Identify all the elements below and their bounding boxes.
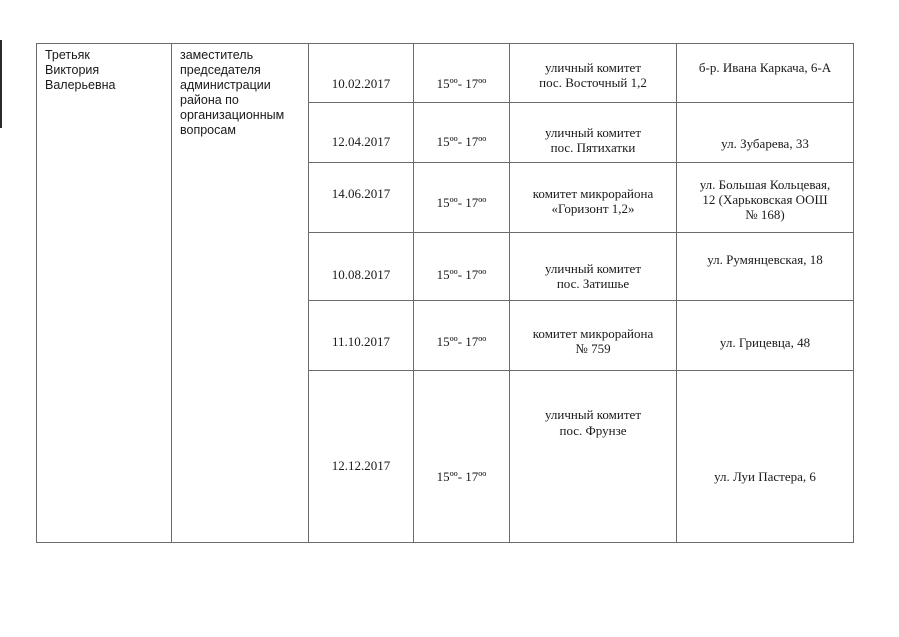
meeting-date: 14.06.2017 [331, 186, 391, 201]
committee-line: пос. Пятихатки [550, 140, 636, 155]
address-line: ул. Грицевца, 48 [719, 335, 811, 350]
meeting-time: 15ºº- 17ºº [436, 469, 487, 484]
address-line: ул. Луи Пастера, 6 [714, 469, 816, 484]
official-name-line: Валерьевна [45, 78, 116, 92]
position-line: председателя [180, 63, 261, 77]
time-cell [414, 44, 510, 103]
committee-cell [510, 163, 677, 233]
date-cell [309, 301, 414, 371]
address-line: 12 (Харьковская ООШ [702, 192, 828, 207]
committee-line: пос. Восточный 1,2 [539, 75, 647, 90]
committee-line: уличный комитет [544, 125, 642, 140]
table-row [37, 44, 854, 103]
meeting-date: 10.08.2017 [331, 267, 391, 282]
meeting-time: 15ºº- 17ºº [436, 334, 487, 349]
meeting-date: 11.10.2017 [331, 334, 391, 349]
committee-cell [510, 371, 677, 543]
time-cell [414, 233, 510, 301]
date-cell [309, 163, 414, 233]
committee-line: пос. Фрунзе [559, 423, 627, 438]
official-position-cell [172, 44, 309, 543]
time-cell [414, 103, 510, 163]
address-cell [677, 103, 854, 163]
scan-edge-mark [0, 40, 2, 128]
date-cell [309, 103, 414, 163]
committee-cell [510, 44, 677, 103]
time-cell [414, 301, 510, 371]
schedule-table [36, 43, 854, 543]
date-cell [309, 371, 414, 543]
date-cell [309, 233, 414, 301]
position-line: района по [180, 93, 239, 107]
committee-line: комитет микрорайона [532, 186, 654, 201]
committee-line: комитет микрорайона [532, 326, 654, 341]
official-name-cell [37, 44, 172, 543]
committee-cell [510, 233, 677, 301]
address-line: б-р. Ивана Каркача, 6-А [698, 60, 832, 75]
position-line: организационным [180, 108, 285, 122]
meeting-date: 10.02.2017 [331, 76, 391, 91]
time-cell [414, 163, 510, 233]
committee-cell [510, 301, 677, 371]
meeting-time: 15ºº- 17ºº [436, 76, 487, 91]
meeting-date: 12.04.2017 [331, 134, 391, 149]
committee-line: уличный комитет [544, 407, 642, 422]
committee-line: уличный комитет [544, 60, 642, 75]
address-line: № 168) [745, 207, 785, 222]
address-cell [677, 301, 854, 371]
official-name-line: Третьяк [45, 48, 90, 62]
committee-line: «Горизонт 1,2» [551, 201, 635, 216]
meeting-time: 15ºº- 17ºº [436, 195, 487, 210]
committee-cell [510, 103, 677, 163]
committee-line: уличный комитет [544, 261, 642, 276]
official-name-line: Виктория [45, 63, 100, 77]
date-cell [309, 44, 414, 103]
meeting-time: 15ºº- 17ºº [436, 267, 487, 282]
committee-line: № 759 [575, 341, 611, 356]
committee-line: пос. Затишье [556, 276, 630, 291]
address-cell [677, 233, 854, 301]
address-line: ул. Большая Кольцевая, [699, 177, 831, 192]
address-cell [677, 44, 854, 103]
meeting-time: 15ºº- 17ºº [436, 134, 487, 149]
position-line: администрации [180, 78, 271, 92]
address-line: ул. Румянцевская, 18 [707, 252, 823, 267]
position-line: заместитель [180, 48, 254, 62]
time-cell [414, 371, 510, 543]
address-cell [677, 163, 854, 233]
address-cell [677, 371, 854, 543]
position-line: вопросам [180, 123, 236, 137]
address-line: ул. Зубарева, 33 [721, 136, 809, 151]
meeting-date: 12.12.2017 [331, 458, 391, 473]
